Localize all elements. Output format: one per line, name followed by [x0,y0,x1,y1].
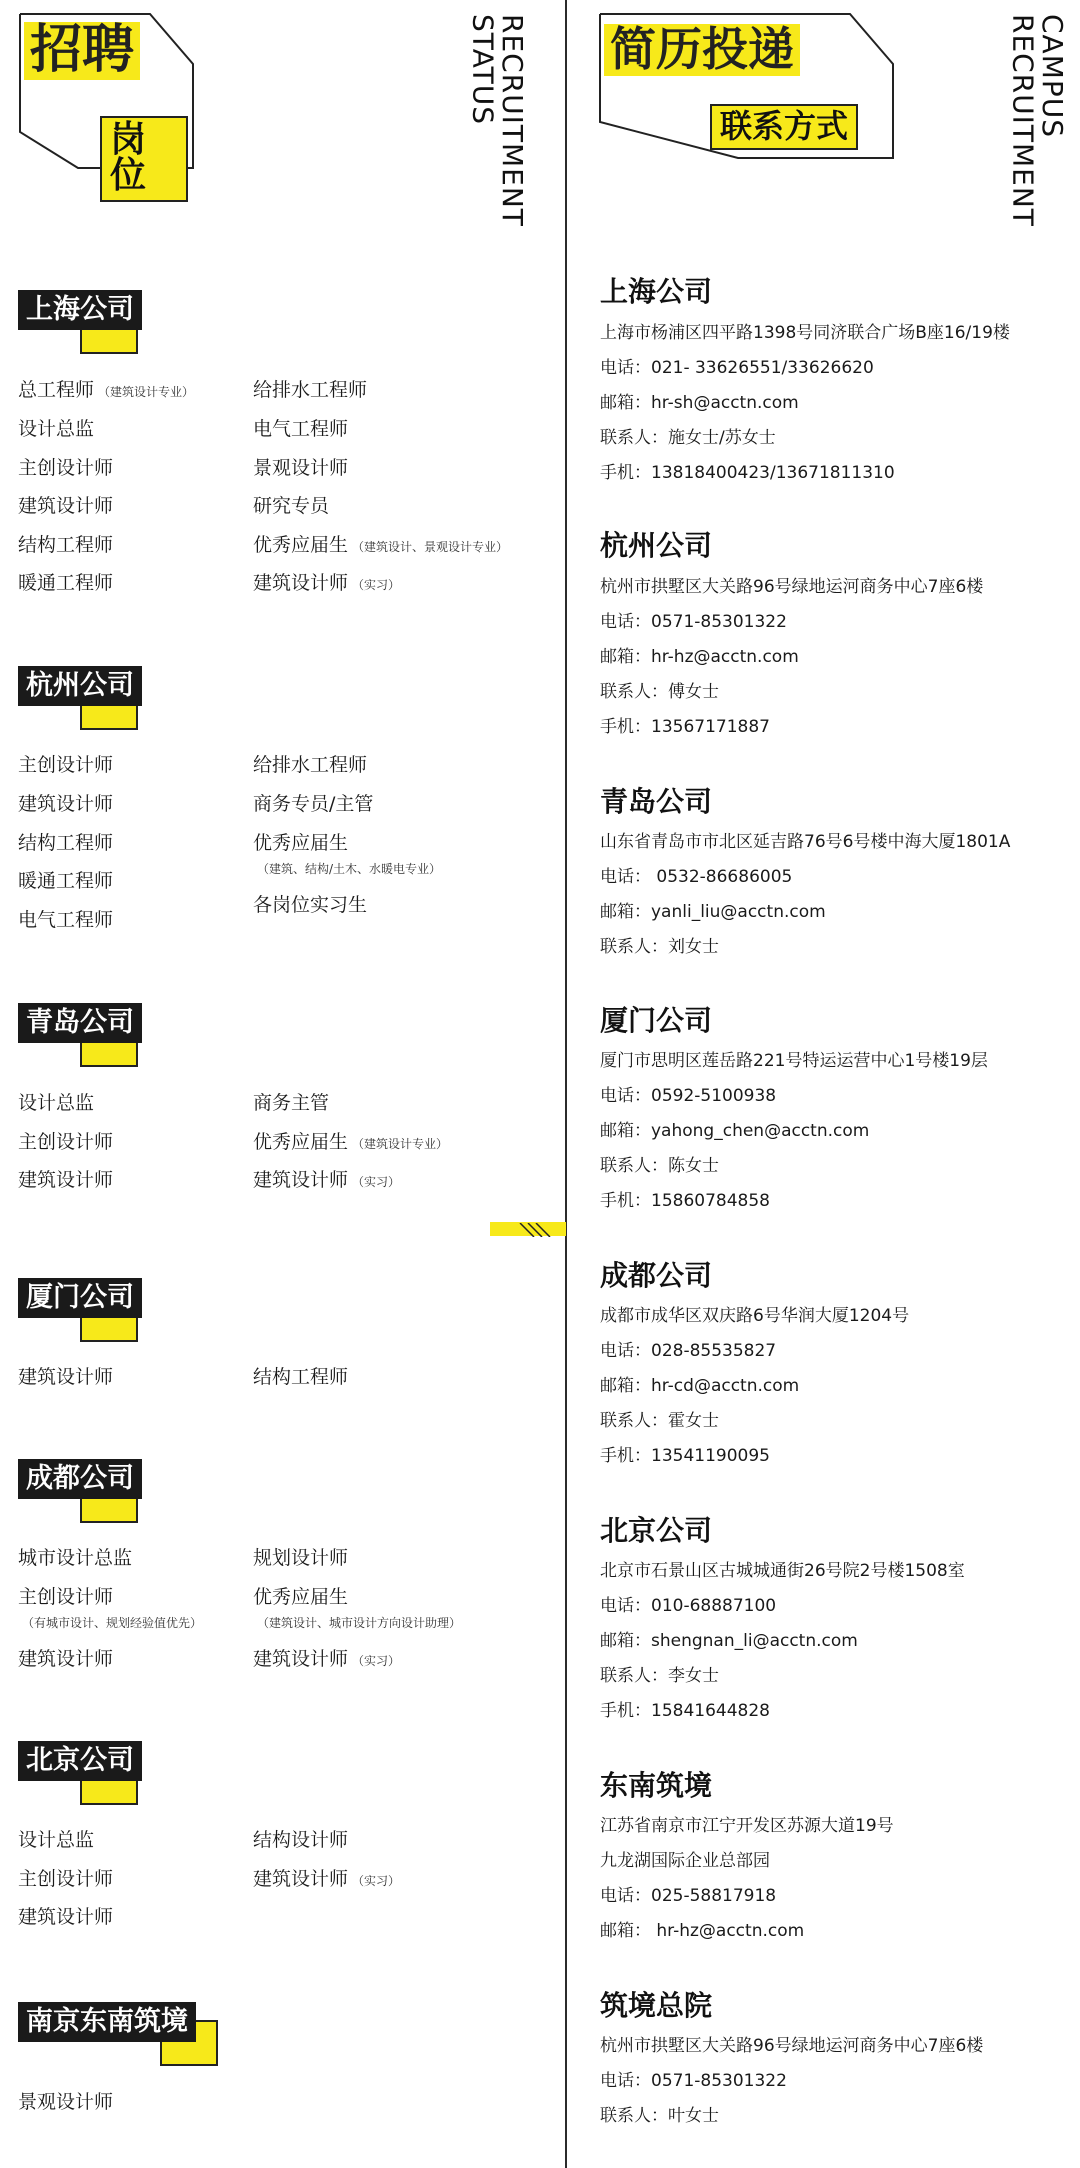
contact-email: 邮箱：yanli_liu@acctn.com [600,902,826,922]
job-item: 电气工程师 [18,909,114,931]
job-item: 景观设计师 [18,2091,114,2113]
job-item: 建筑设计师 [18,495,114,517]
job-note: （建筑设计专业） [352,1137,449,1151]
contact-office-name: 北京公司 [600,1514,713,1547]
contact-address: 杭州市拱墅区大关路96号绿地运河商务中心7座6楼 [600,2036,984,2056]
job-item: 建筑设计师 [18,793,114,815]
right-hero-header [598,12,888,162]
contact-mobile: 手机：13541190095 [600,1446,770,1466]
job-item: 给排水工程师 [253,379,368,401]
contact-person: 联系人：叶女士 [600,2106,719,2126]
job-item: 优秀应届生 （建筑设计、景观设计专业） [253,534,509,556]
job-note: （建筑、结构/土木、水暖电专业） [257,862,442,876]
job-item: 各岗位实习生 [253,894,368,916]
contact-phone: 电话：0571-85301322 [600,2071,787,2091]
job-item: 结构工程师 [253,1366,349,1388]
job-item: 总工程师 （建筑设计专业） [18,379,195,401]
contact-address: 上海市杨浦区四平路1398号同济联合广场B座16/19楼 [600,323,1010,343]
contact-phone: 电话：028-85535827 [600,1341,777,1361]
center-divider [565,0,567,2168]
job-item: 电气工程师 [253,418,349,440]
contact-email: 邮箱： hr-hz@acctn.com [600,1921,805,1941]
job-item: 主创设计师 [18,1586,114,1608]
job-item: 主创设计师 [18,1131,114,1153]
job-note: （实习） [352,1874,401,1888]
job-item: 建筑设计师 （实习） [253,572,401,594]
contact-office-name: 上海公司 [600,275,713,308]
contact-mobile: 手机：15860784858 [600,1191,770,1211]
job-item: 结构设计师 [253,1829,349,1851]
job-item: 建筑设计师 [18,1169,114,1191]
tag-label: 厦门公司 [18,1278,142,1318]
job-item: 景观设计师 [253,457,349,479]
job-note: （建筑设计、城市设计方向设计助理） [257,1616,462,1630]
contact-phone: 电话： 0532-86686005 [600,867,793,887]
contact-mobile: 手机：13567171887 [600,717,770,737]
contact-address: 山东省青岛市市北区延吉路76号6号楼中海大厦1801A [600,832,1011,852]
contact-email: 邮箱：shengnan_li@acctn.com [600,1631,858,1651]
vertical-text-line-1: RECRUITMENT [495,14,529,227]
job-item: 暖通工程师 [18,572,114,594]
job-note: （建筑设计专业） [98,385,195,399]
vertical-text-line-1: CAMPUS [1035,14,1069,139]
contact-phone: 电话：010-68887100 [600,1596,777,1616]
job-item: 结构工程师 [18,534,114,556]
job-item: 建筑设计师 [18,1906,114,1928]
contact-person: 联系人：傅女士 [600,682,719,702]
contact-person: 联系人：施女士/苏女士 [600,428,776,448]
contact-person: 联系人：霍女士 [600,1411,719,1431]
job-item: 设计总监 [18,418,95,440]
contact-phone: 电话：025-58817918 [600,1886,777,1906]
job-note: （实习） [352,1654,401,1668]
tag-label: 青岛公司 [18,1003,142,1043]
job-item: 建筑设计师 （实习） [253,1648,401,1670]
contact-phone: 电话：0571-85301322 [600,612,787,632]
job-item: 主创设计师 [18,457,114,479]
job-item: 建筑设计师 [18,1648,114,1670]
tag-label: 北京公司 [18,1741,142,1781]
contact-email: 邮箱：yahong_chen@acctn.com [600,1121,870,1141]
contact-office-name: 成都公司 [600,1259,713,1292]
job-item: 给排水工程师 [253,754,368,776]
contact-address: 北京市石景山区古城城通街26号院2号楼1508室 [600,1561,965,1581]
contact-email: 邮箱：hr-sh@acctn.com [600,393,799,413]
hero-title-small: 联系方式 [710,104,858,150]
job-item: 结构工程师 [18,832,114,854]
job-note: （有城市设计、规划经验值优先） [22,1616,203,1630]
contact-address: 成都市成华区双庆路6号华润大厦1204号 [600,1306,910,1326]
contact-address: 杭州市拱墅区大关路96号绿地运河商务中心7座6楼 [600,577,984,597]
vertical-text-line-2: STATUS [466,14,500,126]
contact-office-name: 东南筑境 [600,1769,713,1802]
job-item: 建筑设计师 （实习） [253,1169,401,1191]
job-note: （实习） [352,1175,401,1189]
contact-office-name: 青岛公司 [600,785,713,818]
job-note: （实习） [352,578,401,592]
contact-email: 邮箱：hr-hz@acctn.com [600,647,799,667]
tag-label: 成都公司 [18,1459,142,1499]
stripe-hatch-icon [490,1223,566,1237]
contact-office-name: 筑境总院 [600,1989,713,2022]
campus-recruitment-vertical [1008,14,1067,227]
job-item: 优秀应届生 [253,1586,349,1608]
job-item: 优秀应届生 [253,832,349,854]
job-item: 商务主管 [253,1092,330,1114]
hero-title-big: 招聘 [24,22,140,80]
job-item: 建筑设计师 [18,1366,114,1388]
contact-mobile: 手机：15841644828 [600,1701,770,1721]
contact-email: 邮箱：hr-cd@acctn.com [600,1376,800,1396]
contact-address: 厦门市思明区莲岳路221号特运运营中心1号楼19层 [600,1051,988,1071]
job-item: 城市设计总监 [18,1547,133,1569]
job-item: 暖通工程师 [18,870,114,892]
tag-label: 杭州公司 [18,666,142,706]
contact-office-name: 杭州公司 [600,529,713,562]
job-item: 建筑设计师 （实习） [253,1868,401,1890]
job-note: （建筑设计、景观设计专业） [352,540,509,554]
contact-phone: 电话：0592-5100938 [600,1086,777,1106]
hero-title-small: 岗位 [100,116,188,202]
job-item: 研究专员 [253,495,330,517]
contact-person: 联系人：刘女士 [600,937,719,957]
contact-mobile: 手机：13818400423/13671811310 [600,463,895,483]
contact-phone: 电话：021- 33626551/33626620 [600,358,874,378]
job-item: 商务专员/主管 [253,793,374,815]
contact-office-name: 厦门公司 [600,1004,713,1037]
hero-title-big: 简历投递 [604,24,800,76]
job-item: 设计总监 [18,1829,95,1851]
job-item: 主创设计师 [18,754,114,776]
job-item: 优秀应届生 （建筑设计专业） [253,1131,449,1153]
tag-label: 南京东南筑境 [18,2002,196,2042]
job-item: 主创设计师 [18,1868,114,1890]
left-hero-header [18,12,188,196]
yellow-stripe-decoration [490,1222,566,1236]
contact-address: 江苏省南京市江宁开发区苏源大道19号 [600,1816,894,1836]
vertical-text-line-2: RECRUITMENT [1006,14,1040,227]
job-item: 设计总监 [18,1092,95,1114]
recruitment-status-vertical [468,14,527,227]
job-item: 规划设计师 [253,1547,349,1569]
contact-person: 联系人：陈女士 [600,1156,719,1176]
tag-label: 上海公司 [18,290,142,330]
contact-address-2: 九龙湖国际企业总部园 [600,1851,770,1871]
contact-person: 联系人：李女士 [600,1666,719,1686]
